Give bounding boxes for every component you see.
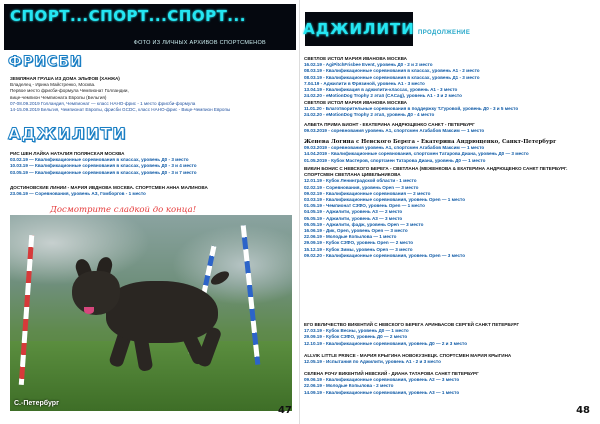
frisbee-line: 14-15.09.2019 Бельгия, Чемпионат Европы, фрисби GCDC, класс НАНО-фрис - Вице-Чемпион Европы (10, 107, 231, 113)
frisbee-title: ФРИСБИ (8, 54, 83, 70)
result-line: 29.09.19 - Кубок СЗФО, уровень Д0 — 2 место (304, 334, 408, 340)
result-line: 13.04.19 - Квалификация в аджилити-классах, уровень А1 - 3 место (304, 87, 458, 93)
agility-block-1 (10, 151, 197, 176)
agility-banner (305, 12, 413, 46)
block-head: СВЕТЛОЕ ИСТОЛ МАРИЯ ИВАНОВА МОСКВА (304, 56, 407, 61)
result-line: 12.05.19 - Испытания по Аджилити, уровень А1 - 2 и 3 место (304, 359, 441, 365)
block-head: ALLVIK LITTLE PRINCE - МАРИЯ КРЫГИНА НОВОКУЗНЕЦК. СПОРТСМЕН МАРИЯ КРЫГИНА (304, 353, 512, 358)
result-block-5 (304, 166, 594, 259)
banner-subtitle: ФОТО ИЗ ЛИЧНЫХ АРХИВОВ СПОРТСМЕНОВ (133, 40, 266, 46)
result-line: 12.01.19 - Кубок Ленинградской области - 1 место (304, 178, 417, 184)
result-block-3 (304, 122, 484, 134)
result-line: 29.09.19 - Кубок СЗФО, уровень Open — 2 место (304, 240, 414, 246)
result-line: 22.06.19 - Молодые Копылова - 2 место (304, 383, 394, 389)
result-line: 7.04.19 - Аджилити в Фрязиной, уровень А1 - 3 место (304, 80, 425, 86)
agility-block-2 (10, 185, 208, 197)
result-line: 01.05.19 - Чемпионат СЗФО, уровень Open — 1 место (304, 203, 425, 209)
block-head: Женева Логина с Невского Берега - Екатерина Андрющенко, Санкт-Петербург (304, 139, 557, 145)
result-line: 09.06.19 - Квалификационные соревнования, уровень А2 — 3 место (304, 377, 460, 383)
result-line: 23.06.19 — Соревнования, уровень АЗ, Гомборгов - 1 место (10, 191, 146, 197)
block-head: ЕГО ВЕЛИЧЕСТВО ВИКЕНТИЙ С НЕВСКОГО БЕРЕГА АРИНБАСОВ СЕРГЕЙ САНКТ ПЕТЕРБУРГ (304, 322, 520, 327)
frisbee-line: Владелец - Ирина Майстренко, Москва. (10, 82, 96, 88)
result-line: 10.03.19 — Квалификационные соревнования в классах, уровень Д0 - 3 и 4 место (10, 163, 197, 169)
photo-caption: С.-Петербург (14, 400, 59, 407)
result-line: 14.04.2019 - Квалификационные соревнования, спортсмен Татарова Диана, уровень Д0 — 3 место (304, 151, 529, 157)
frisbee-dog-name: ЗЕМЛЯНАЯ ГРУША ИЗ ДОМА ЭЛЬФОВ (ХАНЖА) (10, 76, 120, 81)
result-line: 03.05.19 — Квалификационные соревнования в классах, уровень Д0 - 3 и 7 место (10, 169, 197, 175)
agility-banner-title: АДЖИЛИТИ (303, 20, 415, 38)
page-number: 48 (576, 405, 590, 416)
result-line: 04.05.19 - Аджилити, уровень А3 — 2 место (304, 209, 403, 215)
result-line: 14.09.19 - Квалификационные соревнования, уровень А3 — 1 место (304, 389, 460, 395)
block-head: АЛБЕТА ПРИМА БИОНТ - ЕКАТЕРИНА АНДРЮЩЕНКО САНКТ - ПЕТЕРБУРГ (304, 122, 475, 127)
dog-figure (106, 281, 218, 343)
result-line: 08.03.19 - Квалификационные соревнования в классах, уровень Д1 - 3 место (304, 74, 480, 80)
result-line: 12.10.19 - Квалификационные соревнования, уровень Д0 — 2 и 3 место (304, 340, 468, 346)
result-line: 16.06.19 - Дик, Open, уровень Open — 3 место (304, 228, 408, 234)
block-head: СЕЛЕНА РОЧУ ВИКЕНТИЙ НЕВСКИЙ - ДИАНА ТАТАРОВА САНКТ ПЕТЕРБУРГ (304, 371, 479, 376)
result-line: 15.12.19 - Кубок Зимы, уровень Open — 3 место (304, 246, 413, 252)
result-block-4 (304, 139, 556, 164)
result-line: 11.01.20 - Благотворительные соревнования в поддержку Т.Гуровой, уровень Д0 - 3 и 5 место (304, 106, 519, 112)
result-line: 02.02.19 - Соревнования, уровень Open — 3 место (304, 184, 419, 190)
result-block-8 (304, 371, 479, 396)
result-line: 03.02.19 — Квалификационные соревнования в классах, уровень Д0 - 3 место (10, 157, 189, 163)
agility-title: АДЖИЛИТИ (8, 124, 127, 143)
result-line: 09.02.19 - Квалификационные соревнования — 2 место (304, 190, 431, 196)
frisbee-text (10, 76, 230, 113)
sport-banner (4, 4, 296, 50)
result-line: 05.05.19 - Аджилити, фадж, уровень Open — 3 место (304, 221, 424, 227)
dog-photo (10, 215, 292, 411)
result-line: 22.06.19 - Молодые Копылова — 1 место (304, 234, 397, 240)
result-line: 24.02.20 - eMotionDog Trophy 2 этап (CACag), уровень А1 - 3 и 2 место (304, 93, 462, 99)
block-head: РИС ШЕН ЛАЙКА НАТАЛИЯ ПОЛЯНСКАЯ МОСКВА (10, 151, 125, 156)
banner-title: СПОРТ...СПОРТ...СПОРТ... (10, 7, 246, 25)
result-line: 09.02.20 - Квалификационные соревнования, уровень Open — 3 место (304, 252, 466, 258)
block-head: ДОСТИНОВСКИЕ ЛИНИИ - МАРИЯ ИВДНОВА МОСКВА. СПОРТСМЕН АННА МАЛИНОВА (10, 185, 208, 190)
page-number: 47 (278, 405, 292, 416)
result-block-6 (304, 322, 519, 347)
frisbee-line: 07-08.09.2019 Голландия, Чемпионат — класс НАНО-фрис - 1 место фрисби-формула (10, 100, 196, 106)
result-line: 08.03.19 - Квалификационные соревнования в классах, уровень А1 - 2 место (304, 68, 480, 74)
result-line: 09.03.2019 - соревнования уровень А1, спортсмен Агабабов Максим — 1 место (304, 145, 485, 151)
result-block-2 (304, 100, 518, 119)
result-line: 17.03.19 - Кубок Весны, уровень Д0 — 1 место (304, 328, 409, 334)
result-line: 24.02.20 - eMotionDog Trophy 2 этап, уровень Д0 - 4 место (304, 112, 435, 118)
block-head: ВИКИН БОНИС С НЕВСКОГО БЕРЕГА - СВЕТЛАНА (МЕЖЕНКОВА & ЕКАТЕРИНА АНДРЮЩЕНКО САНКТ ПЕТЕРБУРГ. СПОРТСМЕН СВЕТЛАНА ЦИВЕЛЬНИКОВА (304, 166, 568, 178)
frisbee-line: вице-чемпион Чемпионата Европы (Бельгия) (10, 94, 107, 100)
result-block-7 (304, 353, 511, 365)
result-line: 01.05.2019 - Кубок Мастеров, спортсмен Татарова Диана, уровень Д0 — 1 место (304, 157, 486, 163)
block-head: СВЕТЛОЕ ИСТОЛ МАРИЯ ИВАНОВА МОСКВА (304, 100, 407, 105)
continued-label: ПРОДОЛЖЕНИЕ (418, 30, 471, 36)
result-line: 03.03.19 - Квалификационные соревнования, уровень Open — 1 место (304, 197, 466, 203)
result-line: 16.02.19 - AgiPitchFrisbee Event, уровень Д0 - 2 и 2 место (304, 62, 433, 68)
result-line: 05.05.19 - Аджилити, уровень А3 — 3 место (304, 215, 403, 221)
result-line: 09.03.2019 - соревнования уровень А1, спортсмен Агабабов Максим — 1 место (304, 128, 485, 134)
result-block-1 (304, 56, 480, 99)
photo-note: Досмотрите сладкой до конца! (50, 205, 197, 215)
frisbee-line: Первое место фрисби-формула Чемпионат Голландии, (10, 88, 129, 94)
